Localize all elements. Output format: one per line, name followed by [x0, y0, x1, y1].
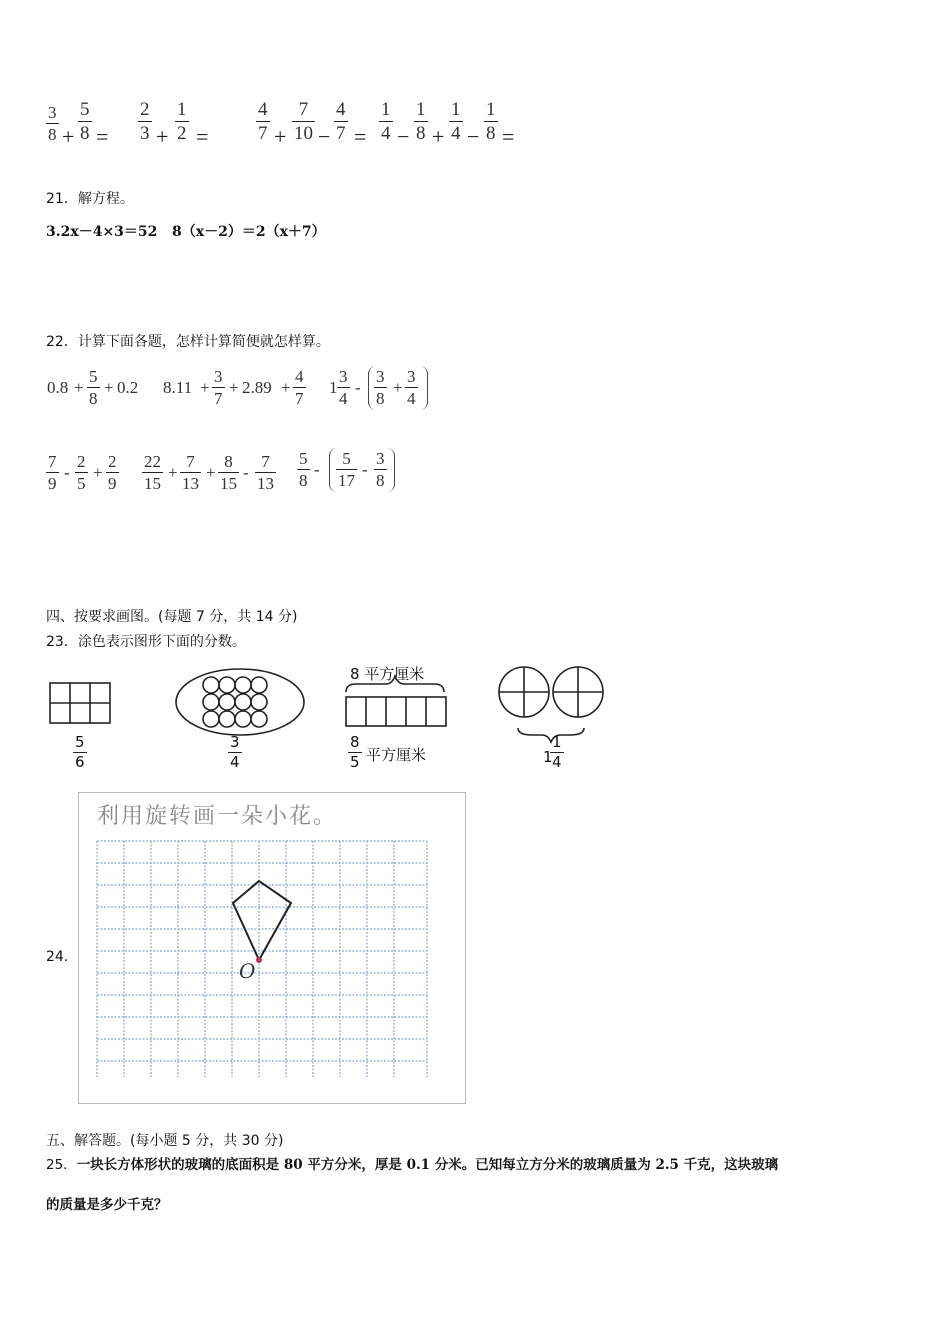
number: 2.89: [242, 378, 272, 397]
fraction: $\frac{3}{4}$: [407, 367, 416, 408]
number: 0.2: [117, 378, 139, 397]
fraction: $\frac{4}{7}$: [258, 99, 268, 144]
operator: −: [467, 124, 480, 149]
q23-title: 23．涂色表示图形下面的分数。: [46, 634, 246, 650]
two-circles-figure: [499, 667, 603, 742]
operator: +: [93, 463, 103, 482]
fraction: $\frac{4}{7}$: [336, 99, 346, 144]
fig3-top-label: 8 平方厘米: [350, 665, 425, 683]
fraction: $\frac{2}{3}$: [140, 99, 150, 144]
fraction: $\frac{1}{4}$: [451, 99, 461, 144]
q24-image-frame: [78, 792, 466, 1104]
operator: +: [393, 378, 403, 397]
operator: -: [64, 463, 70, 482]
fraction: $\frac{2}{9}$: [108, 452, 117, 493]
operator: +: [168, 463, 178, 482]
fraction: $\frac{5}{17}$: [338, 449, 355, 490]
fraction: $\frac{1}{8}$: [486, 99, 496, 144]
operator: +: [432, 124, 445, 149]
equals-sign: =: [196, 124, 209, 149]
fraction: $\frac{7}{13}$: [182, 452, 199, 493]
fraction: $\frac{3}{8}$: [376, 367, 385, 408]
operator: −: [318, 124, 331, 149]
number: 8.11: [163, 378, 193, 397]
operator: +: [156, 124, 169, 149]
q21-equations: 3.2x－4×3＝52 8（x－2）＝2（x＋7）: [46, 224, 326, 240]
fraction: $\frac{2}{5}$: [77, 452, 86, 493]
q25-text: [46, 1156, 926, 1175]
operator: +: [281, 378, 291, 397]
grid-lines: [97, 841, 427, 1077]
q22-title: 22．计算下面各题，怎样计算简便就怎样算。: [46, 334, 330, 350]
fraction: $\frac{4}{7}$: [295, 367, 304, 408]
fraction: $\frac{1}{8}$: [416, 99, 426, 144]
fraction: $\frac{3}{4}$: [339, 367, 348, 408]
ellipse-circles-figure: [176, 669, 304, 735]
fraction: $\frac{3}{8}$: [376, 449, 385, 490]
rotation-center-point: [256, 957, 262, 963]
fraction: $\frac{5}{8}$: [299, 449, 308, 490]
fig4-mixed-whole: 1: [543, 748, 553, 766]
equals-sign: =: [354, 124, 367, 149]
kite-shape: [233, 881, 291, 960]
fig3-unit: 平方厘米: [366, 746, 427, 764]
operator: -: [355, 378, 361, 397]
operator: -: [314, 460, 320, 479]
fraction: $\frac{22}{15}$: [144, 452, 161, 493]
fraction: $\frac{8}{15}$: [220, 452, 237, 493]
fig3-fraction: $\frac{8}{5}$: [350, 733, 360, 771]
q25-line1: 一块长方体形状的玻璃的底面积是 80 平方分米，厚是 0.1 分米。已知每立方分米的玻璃质量为 2.5 千克，这块玻璃: [76, 1157, 779, 1173]
section-5-title: 五、解答题。(每小题 5 分，共 30 分): [46, 1133, 284, 1149]
operator: +: [74, 378, 84, 397]
operator: -: [243, 463, 249, 482]
fraction: $\frac{1}{2}$: [177, 99, 187, 144]
point-o-label: O: [239, 959, 256, 983]
fraction: $\frac{3}{8}$: [48, 103, 57, 144]
q25-number: 25．: [46, 1157, 77, 1173]
operator: +: [104, 378, 114, 397]
fraction: $\frac{3}{7}$: [214, 367, 223, 408]
fraction: $\frac{5}{8}$: [89, 367, 98, 408]
operator: +: [206, 463, 216, 482]
fig2-fraction: $\frac{3}{4}$: [230, 733, 240, 771]
operator: +: [274, 124, 287, 149]
q24-caption: 利用旋转画一朵小花。: [97, 804, 338, 829]
fig4-fraction: $\frac{1}{4}$: [552, 733, 562, 771]
equals-sign: =: [502, 124, 515, 149]
operator: -: [362, 460, 368, 479]
operator: +: [62, 124, 75, 149]
operator: +: [200, 378, 210, 397]
q24-number: 24.: [46, 949, 69, 965]
number: 0.8: [47, 378, 69, 397]
fraction: $\frac{7}{13}$: [257, 452, 274, 493]
fig1-fraction: $\frac{5}{6}$: [75, 733, 85, 771]
section-4-title: 四、按要求画图。(每题 7 分，共 14 分): [46, 609, 298, 625]
q25-line2: 的质量是多少千克？: [46, 1197, 168, 1213]
q21-title: 21．解方程。: [46, 191, 134, 207]
equals-sign: =: [96, 124, 109, 149]
operator: −: [397, 124, 410, 149]
fraction: $\frac{5}{8}$: [80, 99, 90, 144]
mixed-whole: 1: [329, 378, 338, 397]
rectangle-grid-figure: [50, 683, 110, 723]
operator: +: [229, 378, 239, 397]
fraction: $\frac{7}{10}$: [294, 99, 313, 144]
grid-paper: [79, 793, 465, 1103]
fraction: $\frac{1}{4}$: [381, 99, 391, 144]
fraction: $\frac{7}{9}$: [48, 452, 57, 493]
